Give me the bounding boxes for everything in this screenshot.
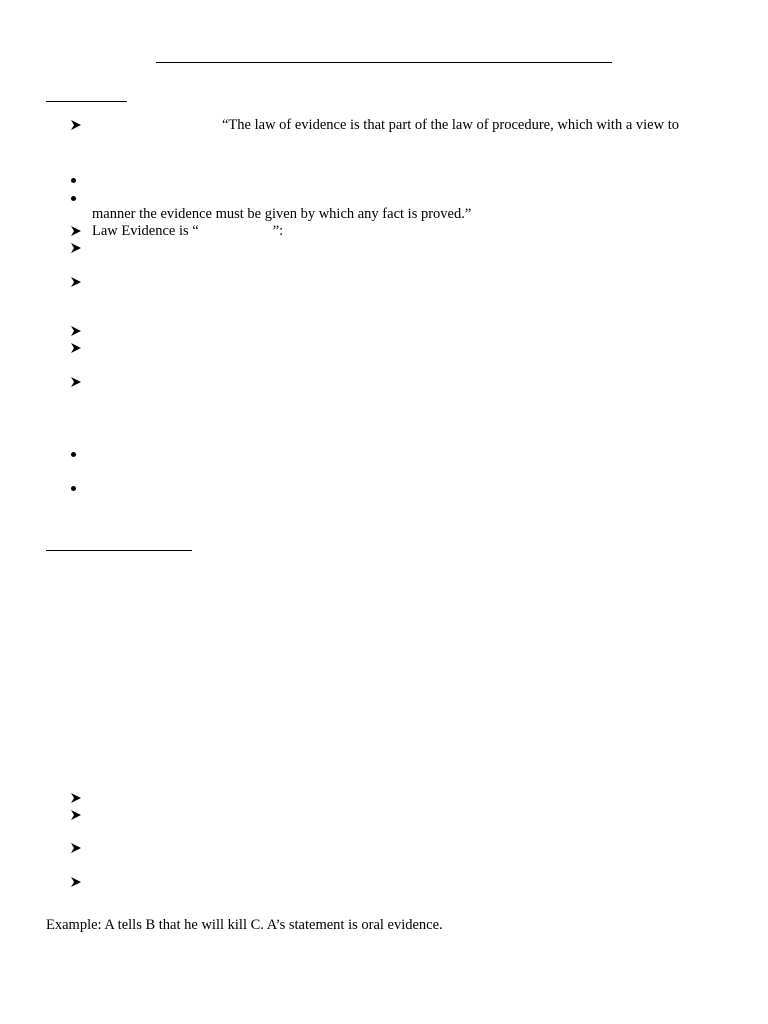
arrow-bullet-icon [70,276,82,290]
round-bullet-icon [71,178,76,183]
arrow-bullet-icon [70,842,82,856]
law-evidence-line [92,223,283,240]
arrow-bullet-icon [70,242,82,256]
round-bullet-icon [71,452,76,457]
arrow-bullet-icon [70,342,82,356]
law-evidence-suffix: ”: [272,223,284,239]
arrow-bullet-icon [70,119,82,133]
arrow-bullet-icon [70,792,82,806]
title-underline [156,62,612,63]
arrow-bullet-icon [70,809,82,823]
arrow-bullet-icon [70,325,82,339]
law-evidence-prefix: Law Evidence is “ [92,223,199,239]
intro-quote-line: “The law of evidence is that part of the law of procedure, which with a view to [222,117,679,133]
arrow-bullet-icon [70,225,82,239]
quote-end-line: manner the evidence must be given by which any fact is proved.” [92,206,472,222]
section-heading-underline-2 [46,550,192,551]
example-line: Example: A tells B that he will kill C. A’s statement is oral evidence. [46,917,443,933]
round-bullet-icon [71,486,76,491]
arrow-bullet-icon [70,376,82,390]
round-bullet-icon [71,196,76,201]
section-heading-underline-1 [46,101,127,102]
arrow-bullet-icon [70,876,82,890]
